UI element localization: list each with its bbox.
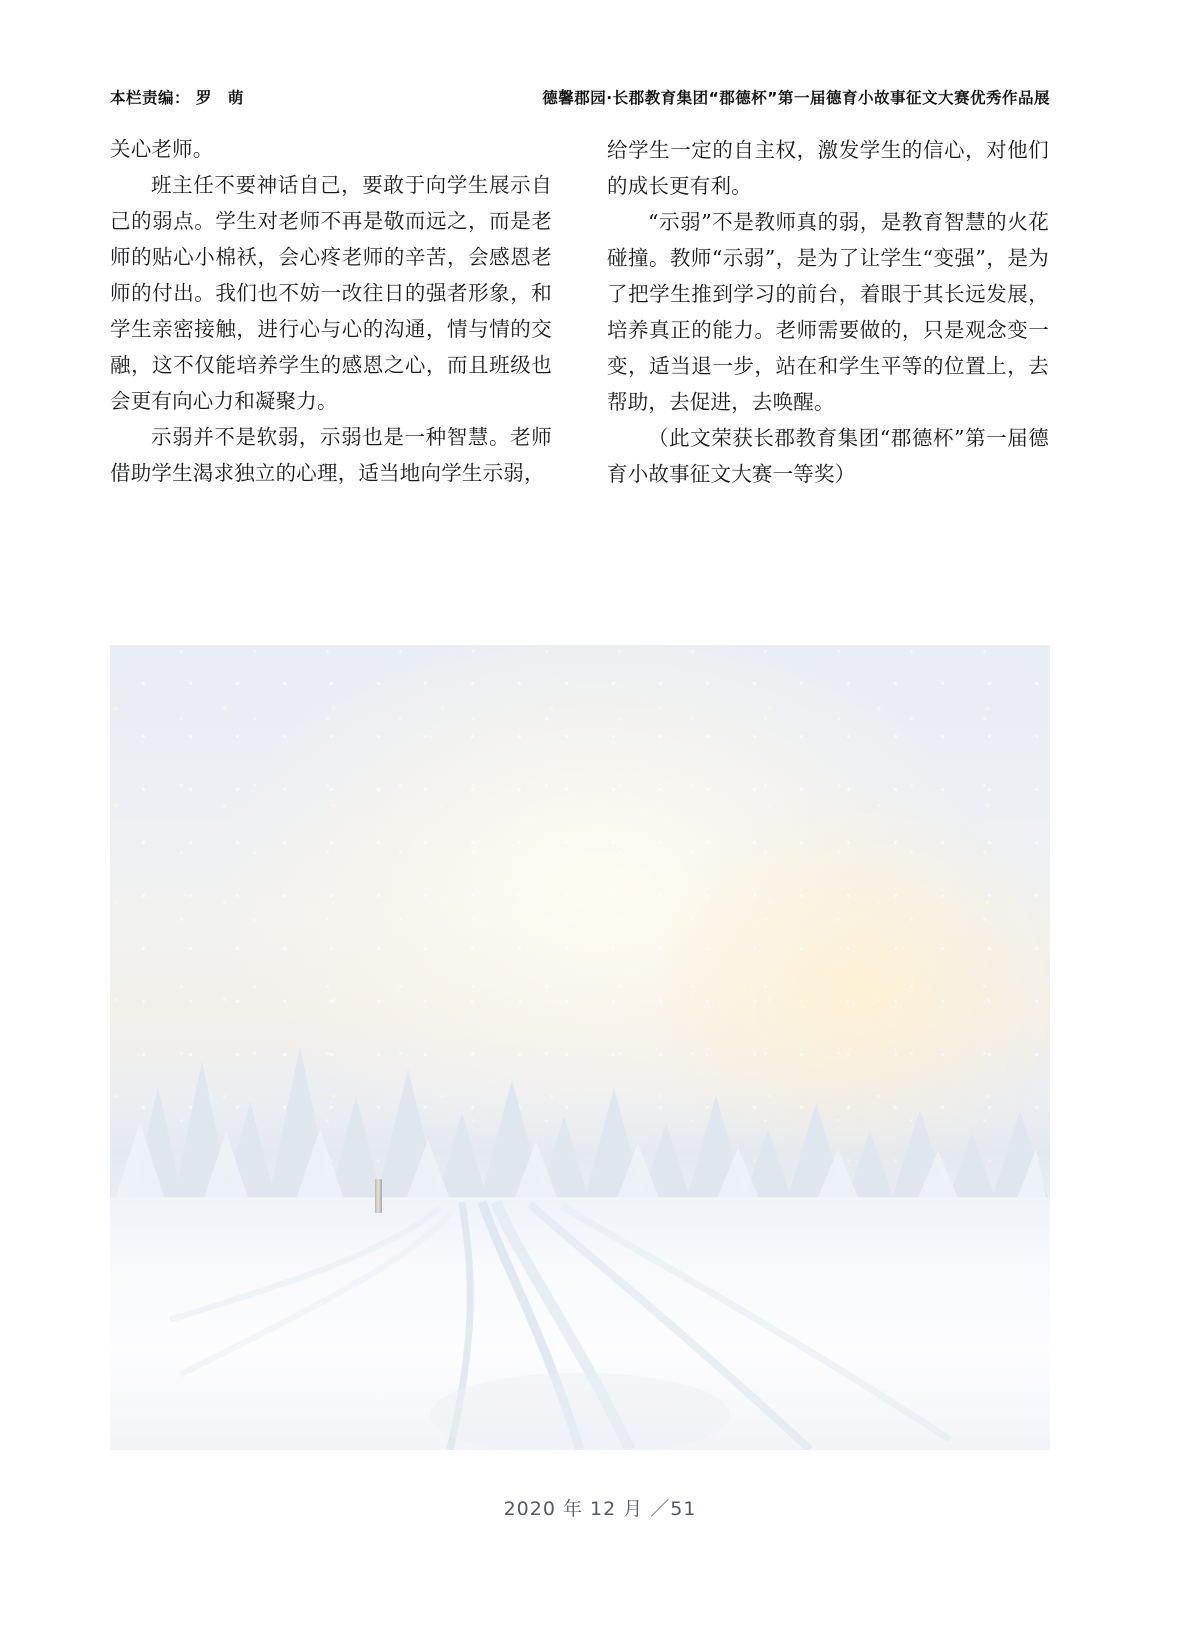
trail-marker-post: [375, 1179, 382, 1213]
snow-landscape-photo: [110, 645, 1050, 1450]
paragraph: “示弱”不是教师真的弱，是教育智慧的火花碰撞。教师“示弱”，是为了让学生“变强”，是为了把学生推到学习的前台，着眼于其长远发展，培养真正的能力。老师需要做的，只是观念变一变，适当退一步，站在和学生平等的位置上，去帮助，去促进，去唤醒。: [607, 210, 1049, 414]
snow-tracks: [110, 1200, 1050, 1450]
paragraph: （此文荣获长郡教育集团“郡德杯”第一届德育小故事征文大赛一等奖）: [607, 426, 1049, 486]
paragraph: 班主任不要神话自己，要敢于向学生展示自己的弱点。学生对老师不再是敬而远之，而是老师的贴心小棉袄，会心疼老师的辛苦，会感恩老师的付出。我们也不妨一改往日的强者形象，和学生亲密接触，进行心与心的沟通，情与情的交融，这不仅能培养学生的感恩之心，而且班级也会更有向心力和凝聚力。: [110, 175, 552, 413]
page-footer: [0, 1494, 1200, 1521]
paragraph: 示弱并不是软弱，示弱也是一种智慧。老师借助学生渴求独立的心理，适当地向学生示弱，: [110, 427, 552, 485]
column-editor-credit: 本栏责编： 罗 萌: [110, 89, 244, 107]
text-column-left: [110, 132, 552, 492]
paragraph: 关心老师。: [110, 139, 214, 161]
paragraph: 给学生一定的自主权，激发学生的信心，对他们的成长更有利。: [607, 138, 1049, 198]
text-column-right: [607, 132, 1049, 492]
section-title: 德馨郡园·长郡教育集团“郡德杯”第一届德育小故事征文大赛优秀作品展: [542, 89, 1050, 107]
article-body: [110, 132, 1050, 492]
snowy-treeline: [110, 991, 1050, 1216]
page-header: [110, 86, 1050, 108]
page-number-line: 2020 年 12 月 ／51: [503, 1498, 697, 1520]
